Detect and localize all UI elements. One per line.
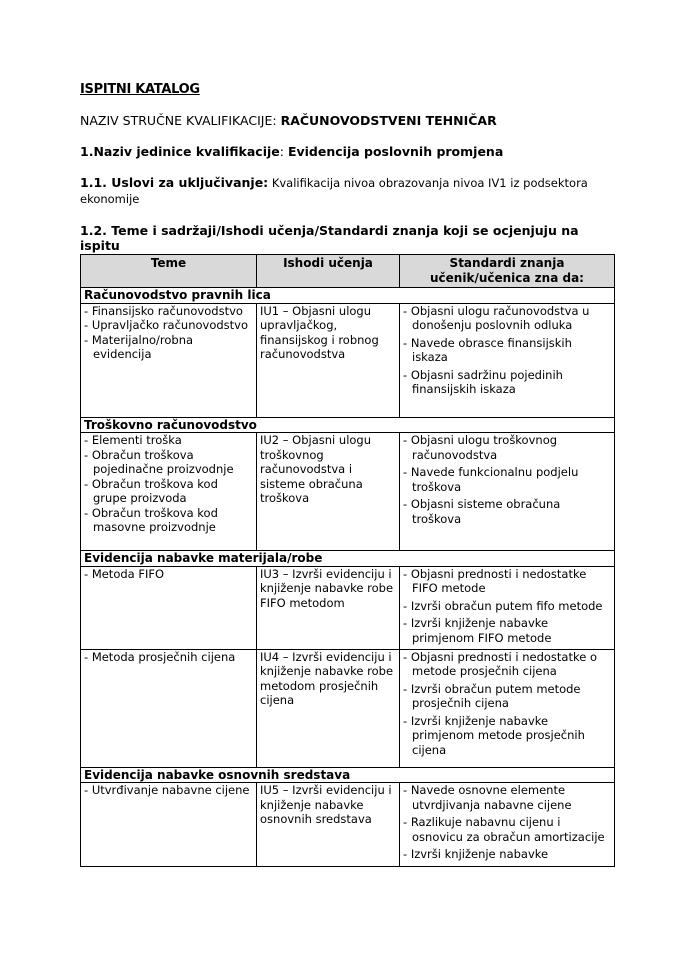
list-item: - Objasni ulogu računovodstva u donošenju poslovnih odluka <box>403 304 611 333</box>
section-title: Evidencija nabavke osnovnih sredstava <box>81 767 615 783</box>
unit-separator: : <box>279 144 288 159</box>
header-standards <box>400 255 615 288</box>
section-row <box>81 288 615 304</box>
topics-list <box>84 650 253 665</box>
table-row <box>81 433 615 551</box>
conditions-label: 1.1. Uslovi za uključivanje: <box>80 175 269 190</box>
section-row <box>81 551 615 567</box>
standards-cell <box>400 783 615 867</box>
section-row <box>81 767 615 783</box>
standards-list <box>403 783 611 862</box>
section-title: Računovodstvo pravnih lica <box>81 288 615 304</box>
topics-heading: 1.2. Teme i sadržaji/Ishodi učenja/Standardi znanja koji se ocjenjuju na ispitu <box>80 223 579 253</box>
section-title: Troškovno računovodstvo <box>81 417 615 433</box>
standards-list <box>403 567 611 646</box>
unit-value: Evidencija poslovnih promjena <box>287 144 504 159</box>
header-standards-line1: Standardi znanja <box>449 256 565 270</box>
list-item: - Izvrši knjiženje nabavke primjenom metode prosječnih cijena <box>403 714 611 758</box>
standards-cell <box>400 433 615 551</box>
qualification-line <box>80 113 614 128</box>
topics-cell <box>81 649 257 767</box>
list-item: - Objasni prednosti i nedostatke o metode prosječnih cijena <box>403 650 611 679</box>
standards-cell <box>400 649 615 767</box>
standards-cell <box>400 303 615 417</box>
list-item: - Metoda FIFO <box>84 567 253 582</box>
list-item: - Obračun troškova kod masovne proizvodnje <box>84 506 253 535</box>
standards-cell <box>400 566 615 649</box>
header-topics: Teme <box>81 255 257 288</box>
list-item: - Upravljačko računovodstvo <box>84 318 253 333</box>
standards-list <box>403 650 611 758</box>
list-item: - Objasni sisteme obračuna troškova <box>403 497 611 526</box>
qualification-label: NAZIV STRUČNE KVALIFIKACIJE: <box>80 113 281 128</box>
list-item: - Objasni ulogu troškovnog računovodstva <box>403 433 611 462</box>
standards-list <box>403 433 611 526</box>
list-item: - Objasni prednosti i nedostatke FIFO metode <box>403 567 611 596</box>
outcome-cell: IU2 – Objasni ulogu troškovnog računovodstva i sisteme obračuna troškova <box>257 433 400 551</box>
standards-list <box>403 304 611 397</box>
header-outcomes: Ishodi učenja <box>257 255 400 288</box>
qualification-value: RAČUNOVODSTVENI TEHNIČAR <box>280 113 497 128</box>
outcome-cell: IU1 – Objasni ulogu upravljačkog, finansijskog i robnog računovodstva <box>257 303 400 417</box>
list-item: - Elementi troška <box>84 433 253 448</box>
topics-cell <box>81 783 257 867</box>
list-item: - Obračun troškova kod grupe proizvoda <box>84 477 253 506</box>
list-item: - Izvrši knjiženje nabavke <box>403 847 611 862</box>
list-item: - Razlikuje nabavnu cijenu i osnovicu za obračun amortizacije <box>403 815 611 844</box>
table-row <box>81 566 615 649</box>
unit-line <box>80 144 614 159</box>
section-title: Evidencija nabavke materijala/robe <box>81 551 615 567</box>
table-row <box>81 783 615 867</box>
document-page <box>80 82 614 867</box>
topics-cell <box>81 433 257 551</box>
exam-topics-table <box>80 254 615 867</box>
topics-cell <box>81 566 257 649</box>
list-item: - Izvrši obračun putem metode prosječnih cijena <box>403 682 611 711</box>
list-item: - Metoda prosječnih cijena <box>84 650 253 665</box>
topics-cell <box>81 303 257 417</box>
header-standards-line2: učenik/učenica zna da: <box>430 270 584 285</box>
outcome-cell: IU4 – Izvrši evidenciju i knjiženje nabavke robe metodom prosječnih cijena <box>257 649 400 767</box>
list-item: - Izvrši obračun putem fifo metode <box>403 599 611 614</box>
outcome-cell: IU3 – Izvrši evidenciju i knjiženje nabavke robe FIFO metodom <box>257 566 400 649</box>
section-row <box>81 417 615 433</box>
table-row <box>81 303 615 417</box>
topics-list <box>84 783 253 798</box>
list-item: - Navede osnovne elemente utvrdjivanja nabavne cijene <box>403 783 611 812</box>
list-item: - Obračun troškova pojedinačne proizvodnje <box>84 448 253 477</box>
list-item: - Objasni sadržinu pojedinih finansijskih iskaza <box>403 368 611 397</box>
topics-list <box>84 567 253 582</box>
conditions-value: Kvalifikacija nivoa obrazovanja nivoa IV1 iz podsektora ekonomije <box>80 176 588 206</box>
list-item: - Utvrđivanje nabavne cijene <box>84 783 253 798</box>
table-header-row <box>81 255 615 288</box>
list-item: - Navede obrasce finansijskih iskaza <box>403 336 611 365</box>
list-item: - Materijalno/robna evidencija <box>84 333 253 362</box>
unit-label: 1.Naziv jedinice kvalifikacije <box>80 144 280 159</box>
list-item: - Izvrši knjiženje nabavke primjenom FIFO metode <box>403 616 611 645</box>
table-row <box>81 649 615 767</box>
list-item: - Navede funkcionalnu podjelu troškova <box>403 465 611 494</box>
topics-list <box>84 304 253 362</box>
table-body <box>81 288 615 867</box>
topics-list <box>84 433 253 535</box>
catalog-title: ISPITNI KATALOG <box>80 82 200 97</box>
conditions-block <box>80 175 614 207</box>
list-item: - Finansijsko računovodstvo <box>84 304 253 319</box>
outcome-cell: IU5 – Izvrši evidenciju i knjiženje nabavke osnovnih sredstava <box>257 783 400 867</box>
